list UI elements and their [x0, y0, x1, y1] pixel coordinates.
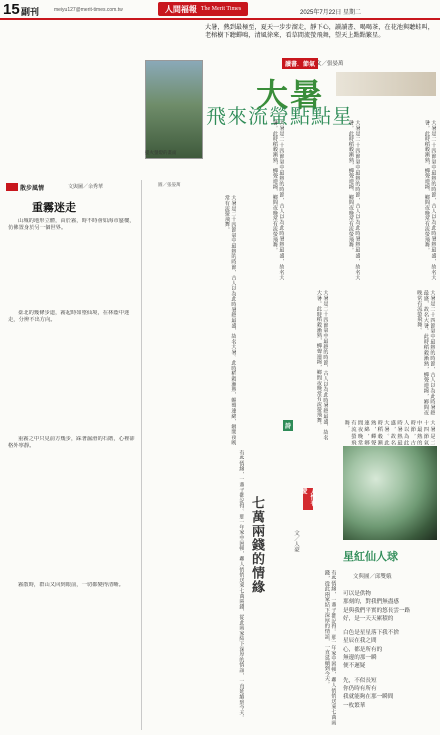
photo-credit: 圖／張晏萬 — [158, 183, 181, 188]
middle-column: 大暑是二十四節氣中最熱的時節，古人以為此時暑熱最盛，故名大暑。此時稻穀漸熟，蟬聲連綿，鄉間夜晚常有流螢飛舞。 — [315, 290, 328, 440]
page-number: 15 — [3, 1, 20, 18]
poem-line: 我就能夠在那一瞬間 — [343, 694, 394, 701]
feature-photo — [145, 60, 203, 159]
section-name: 副刊 — [21, 8, 40, 18]
left-paragraph: 山城的地形立體，由於霧，時不時會如海市蜃樓，仿佛置身於另一個世界。 — [8, 218, 135, 232]
photo-caption: 提火螢燈的畫面 — [145, 151, 177, 156]
poem-author: 文與圖／邱雙娥 — [353, 574, 392, 580]
poem-line: 好，是一天天累積的 — [343, 615, 394, 622]
poem-line: 星辰在我之間 — [343, 638, 377, 645]
poem-badge: 詩 — [283, 420, 293, 431]
logo-en: The Merit Times — [200, 6, 242, 12]
middle-column: 大暑是二十四節氣中最熱的時節，古人以為此時暑熱最盛，故名大暑。此時稻穀漸熟，蟬聲連綿，鄉間夜晚常有流螢飛舞。 — [223, 195, 236, 445]
right-column: 大暑是二十四節氣中最熱的時節，古人以為此時暑熱最盛，故名大暑。此時稻穀漸熟，蟬聲連綿，鄉間夜晚常有流螢飛舞。 — [343, 420, 435, 445]
feature-column-3: 大暑是二十四節氣中最熱的時節，古人以為此時暑熱最盛，故名大暑。此時稻穀漸熟，蟬聲連綿，鄉間夜晚常有流螢飛舞。 — [423, 120, 436, 280]
left-paragraph: 臺北的幾條步道，霧起時如墜仙境，在林蔭中迷走，分辨不出方向。 — [8, 310, 130, 324]
left-title: 重霧迷走 — [32, 201, 76, 214]
header-rule — [0, 18, 440, 20]
title-band — [336, 72, 436, 96]
middle-article-text: 有些情緣，一輩子都記得。那一年家中困頓，鄰人悄悄送來七萬兩錢，從此兩家結下深厚的情誼，一直延續到今天。 — [238, 450, 244, 721]
poem-title: 星紅仙人球 — [343, 550, 398, 563]
succulent-photo — [343, 446, 437, 540]
middle-article-text: 有些情緣，一輩子都記得。那一年家中困頓，鄰人悄悄送來七萬兩錢，從此兩家結下深厚的情誼，一直延續到今天。 — [323, 570, 336, 725]
page-header — [0, 0, 440, 20]
poem-line: 無邊的那一瞬 — [343, 655, 377, 662]
newspaper-logo — [158, 2, 248, 16]
poem-line: 便不遲疑 — [343, 663, 366, 670]
left-kicker: 散步風情 — [20, 185, 45, 192]
poem-line: 一枚繁華 — [343, 702, 366, 709]
left-paragraph: 霧散時，群山又回到眼前，一切都變得清晰。 — [18, 582, 124, 588]
middle-title: 七萬兩錢的情緣 — [249, 496, 264, 594]
poem-body — [343, 590, 437, 710]
feature-badge: 讀書．節氣 — [282, 58, 318, 69]
feature-title: 大暑 — [256, 76, 325, 114]
column-divider — [141, 180, 142, 730]
left-paragraph: 重霧之中只見前方幾步，踩著濕滑的石階，心裡卻格外寧靜。 — [8, 436, 135, 450]
feature-column-2: 大暑是二十四節氣中最熱的時節，古人以為此時暑熱最盛，故名大暑。此時稻穀漸熟，蟬聲連綿，鄉間夜晚常有流螢飛舞。 — [347, 120, 360, 280]
logo-text: 人間福報 — [164, 4, 197, 14]
feature-subtitle: 飛來流螢點點星 — [206, 104, 353, 128]
poem-line: 先，不似長短 — [343, 677, 377, 684]
middle-author: 文／人豪 — [293, 530, 299, 552]
poem-line: 可以是供物 — [343, 591, 371, 597]
poem-line: 心，都是所有的 — [343, 646, 383, 653]
issue-date: 2025年7月22日 星期二 — [300, 10, 362, 16]
poem-line: 是與我們平實的悠長雲一路 — [343, 607, 411, 614]
contact-email[interactable]: meiyu127@merit-times.com.tw — [54, 7, 123, 13]
feature-byline: 文／張晏萬 — [316, 61, 344, 67]
feature-intro: 大暑，熱到最極至，夏天一步步溜走，靜下心，讀讀書、喝喝茶，在花池與聽蛙叫，老榕樹下聽蟬鳴，清風徐來，看草間流螢飛舞，望天上點點繁星。 — [205, 24, 434, 40]
poem-line: 白色是星星落下我不捨 — [343, 630, 399, 637]
middle-badge: 人情有愛 — [303, 488, 313, 510]
left-byline: 文與圖／余秀華 — [68, 184, 104, 190]
section-marker — [6, 183, 18, 191]
poem-line: 那刻的，對我們無盡感 — [343, 599, 399, 606]
feature-column-1: 大暑是二十四節氣中最熱的時節，古人以為此時暑熱最盛，故名大暑。此時稻穀漸熟，蟬聲連綿，鄉間夜晚常有流螢飛舞。 — [271, 120, 284, 280]
poem-line: 你仍時有所有 — [343, 685, 377, 692]
middle-column: 大暑是二十四節氣中最熱的時節，古人以為此時暑熱最盛，故名大暑。此時稻穀漸熟，蟬聲連綿，鄉間夜晚常有流螢飛舞。 — [415, 290, 435, 415]
